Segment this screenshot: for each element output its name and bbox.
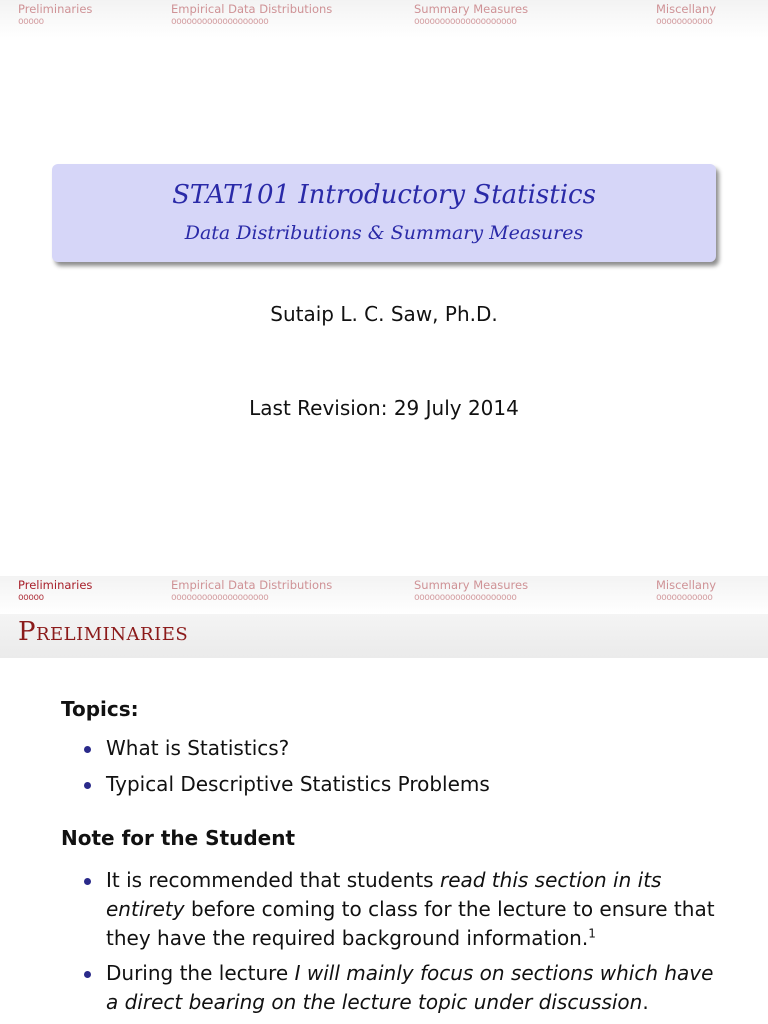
author: Sutaip L. C. Saw, Ph.D.	[270, 302, 498, 326]
bullet-icon	[84, 782, 91, 789]
nav-section-summary[interactable]	[414, 578, 528, 603]
nav-section-empirical[interactable]	[171, 578, 332, 603]
nav-section-label[interactable]: Empirical Data Distributions	[171, 2, 333, 16]
nav-section-label[interactable]: Miscellany	[656, 2, 717, 16]
nav-subsection-dots[interactable]: ooooo	[18, 16, 44, 27]
note-text-plain: During the lecture	[106, 961, 295, 985]
nav-subsection-dots[interactable]: oooooooooooooooooooo	[414, 16, 517, 27]
nav-subsection-dots[interactable]: oooooooooooooooooooo	[414, 592, 517, 603]
section-navigation	[0, 576, 768, 614]
note-text	[106, 959, 726, 1017]
nav-section-summary[interactable]	[414, 2, 528, 27]
frame-title: Preliminaries	[18, 617, 189, 647]
bullet-icon	[84, 746, 91, 753]
presentation-title: STAT101 Introductory Statistics	[172, 180, 596, 210]
nav-section-empirical[interactable]	[171, 2, 332, 27]
nav-section-preliminaries[interactable]	[18, 2, 92, 27]
nav-section-label[interactable]: Empirical Data Distributions	[171, 578, 333, 592]
frame-title-bar	[0, 614, 768, 658]
bullet-icon	[84, 971, 91, 978]
footnote-marker[interactable]: 1	[588, 926, 596, 941]
revision-date: Last Revision: 29 July 2014	[249, 396, 519, 420]
topic-text: What is Statistics?	[106, 736, 290, 760]
note-text-plain: It is recommended that students	[106, 868, 440, 892]
preliminaries-slide	[0, 576, 768, 1024]
nav-section-label[interactable]: Preliminaries	[18, 578, 93, 592]
topic-text: Typical Descriptive Statistics Problems	[106, 772, 490, 796]
nav-section-label[interactable]: Preliminaries	[18, 2, 93, 16]
topics-heading: Topics:	[61, 697, 139, 721]
note-text-emphasis: I will mainly focus on sections which have a direct bearing on the lecture topic under discussion	[106, 961, 714, 1014]
note-text-emphasis: read this section in its entirety	[106, 868, 662, 921]
nav-section-label[interactable]: Summary Measures	[414, 2, 529, 16]
nav-section-preliminaries[interactable]	[18, 578, 92, 603]
nav-section-label[interactable]: Summary Measures	[414, 578, 529, 592]
bullet-icon	[84, 878, 91, 885]
note-heading: Note for the Student	[61, 826, 296, 850]
nav-subsection-dots[interactable]: ooooooooooooooooooo	[171, 16, 269, 27]
nav-section-label[interactable]: Miscellany	[656, 578, 717, 592]
nav-subsection-dots[interactable]: ooooooooooo	[656, 16, 713, 27]
title-box	[52, 164, 716, 262]
nav-subsection-dots[interactable]: ooooooooooo	[656, 592, 713, 603]
nav-subsection-dots[interactable]: ooooooooooooooooooo	[171, 592, 269, 603]
note-text	[106, 866, 726, 953]
section-navigation	[0, 0, 768, 38]
nav-section-miscellany[interactable]	[656, 2, 716, 27]
note-text-plain: .	[642, 990, 649, 1014]
nav-section-miscellany[interactable]	[656, 578, 716, 603]
presentation-subtitle: Data Distributions & Summary Measures	[184, 222, 584, 244]
note-text-plain: before coming to class for the lecture to ensure that they have the required background information.	[106, 897, 715, 950]
nav-subsection-dots[interactable]: ooooo	[18, 592, 44, 603]
